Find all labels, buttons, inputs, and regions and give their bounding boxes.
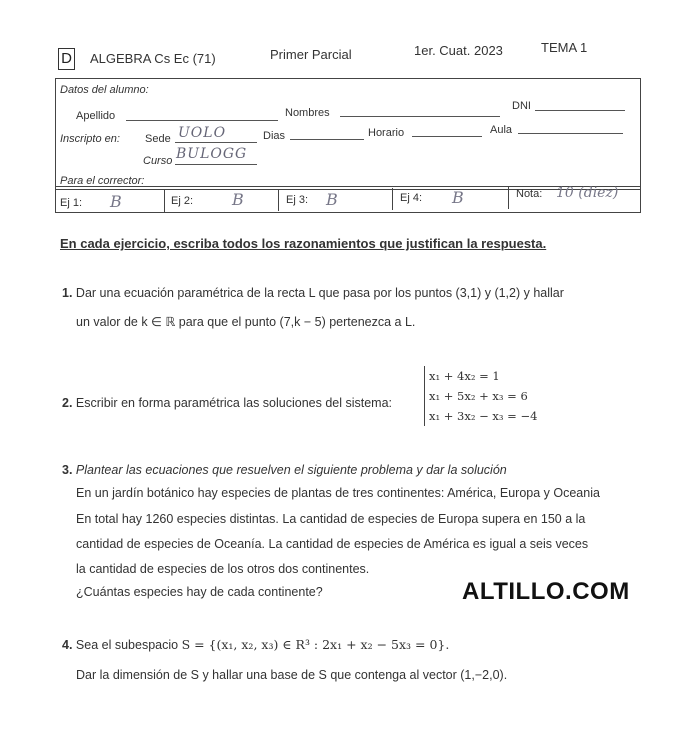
nota-label: Nota: — [516, 188, 543, 200]
dias-label: Dias — [263, 130, 286, 142]
ej4-label: Ej 4: — [400, 192, 423, 204]
ej4-grade: B — [452, 188, 464, 207]
sede-label: Sede — [145, 133, 171, 145]
altillo-logo: ALTILLO.COM — [462, 578, 630, 605]
equation-system — [424, 366, 541, 426]
dias-field[interactable] — [290, 127, 364, 140]
exercise-1 — [62, 286, 564, 300]
tema-letter-box: D — [58, 48, 75, 70]
exercise-3-number: 3. — [62, 463, 73, 477]
exercise-1-line1: Dar una ecuación paramétrica de la recta L que pasa por los puntos (3,1) y (1,2) y hallar — [75, 286, 564, 300]
corrector-divider — [278, 189, 279, 211]
exercise-3-line: En un jardín botánico hay especies de plantas de tres continentes: América, Europa y Oceania — [76, 486, 600, 500]
exercise-3-line: En total hay 1260 especies distintas. La cantidad de especies de Europa supera en 150 a la — [76, 512, 586, 526]
ej1-grade: B — [110, 192, 122, 211]
exam-name: Primer Parcial — [270, 47, 352, 62]
exercise-3-intro: Plantear las ecuaciones que resuelven el siguiente problema y dar la solución — [75, 463, 507, 477]
dni-label: DNI — [512, 100, 531, 112]
exercise-2-number: 2. — [62, 396, 73, 410]
tema-label: TEMA 1 — [541, 40, 588, 55]
dni-field[interactable] — [535, 98, 625, 111]
subject-title: ALGEBRA Cs Ec (71) — [90, 51, 216, 66]
corrector-section-label: Para el corrector: — [60, 175, 145, 187]
aula-field[interactable] — [518, 121, 623, 134]
ej1-label: Ej 1: — [60, 197, 83, 209]
exercise-3 — [62, 463, 507, 477]
exercise-2 — [62, 396, 392, 410]
nota-grade: 10 (diez) — [556, 185, 619, 201]
inscripto-label: Inscripto en: — [60, 133, 120, 145]
exercise-3-question: ¿Cuántas especies hay de cada continente? — [76, 585, 323, 599]
exercise-4-line2: Dar la dimensión de S y hallar una base de S que contenga al vector (1,−2,0). — [76, 668, 508, 682]
exercise-4 — [62, 637, 449, 652]
exercise-2-text: Escribir en forma paramétrica las soluciones del sistema: — [75, 396, 393, 410]
ej3-grade: B — [326, 190, 338, 209]
exercise-4-set: S = {(x₁, x₂, x₃) ∈ R³ : 2x₁ + x₂ − 5x₃ = 0}. — [181, 637, 450, 652]
aula-label: Aula — [490, 124, 513, 136]
exercise-1-number: 1. — [62, 286, 73, 300]
ej3-label: Ej 3: — [286, 194, 309, 206]
nombres-field[interactable] — [340, 104, 500, 117]
sede-handwritten: UOLO — [178, 125, 227, 141]
ej2-label: Ej 2: — [171, 195, 194, 207]
exam-term: 1er. Cuat. 2023 — [414, 43, 503, 58]
exercise-3-line: la cantidad de especies de los otros dos continentes. — [76, 562, 370, 576]
exercise-4-number: 4. — [62, 638, 73, 652]
instructions-heading: En cada ejercicio, escriba todos los razonamientos que justifican la respuesta. — [60, 236, 547, 251]
curso-label: Curso — [143, 155, 173, 167]
curso-handwritten: BULOGG — [176, 146, 248, 162]
corrector-divider — [392, 188, 393, 210]
corrector-box — [55, 186, 641, 213]
nombres-label: Nombres — [285, 107, 330, 119]
horario-field[interactable] — [412, 124, 482, 137]
ej2-grade: B — [232, 190, 244, 209]
horario-label: Horario — [368, 127, 405, 139]
equation-row: x₁ + 3x₂ − x₃ = −4 — [429, 409, 538, 423]
apellido-label: Apellido — [76, 110, 116, 122]
exercise-3-line: cantidad de especies de Oceanía. La cantidad de especies de América es igual a seis veces — [76, 537, 589, 551]
exercise-1-line2: un valor de k ∈ ℝ para que el punto (7,k − 5) pertenezca a L. — [76, 315, 416, 329]
exercise-4-prefix: Sea el subespacio — [75, 638, 179, 652]
equation-row: x₁ + 5x₂ + x₃ = 6 — [429, 389, 528, 403]
student-section-label: Datos del alumno: — [60, 84, 149, 96]
corrector-divider — [508, 187, 509, 209]
apellido-field[interactable] — [126, 108, 278, 121]
corrector-divider — [164, 190, 165, 212]
equation-row: x₁ + 4x₂ = 1 — [429, 369, 500, 383]
